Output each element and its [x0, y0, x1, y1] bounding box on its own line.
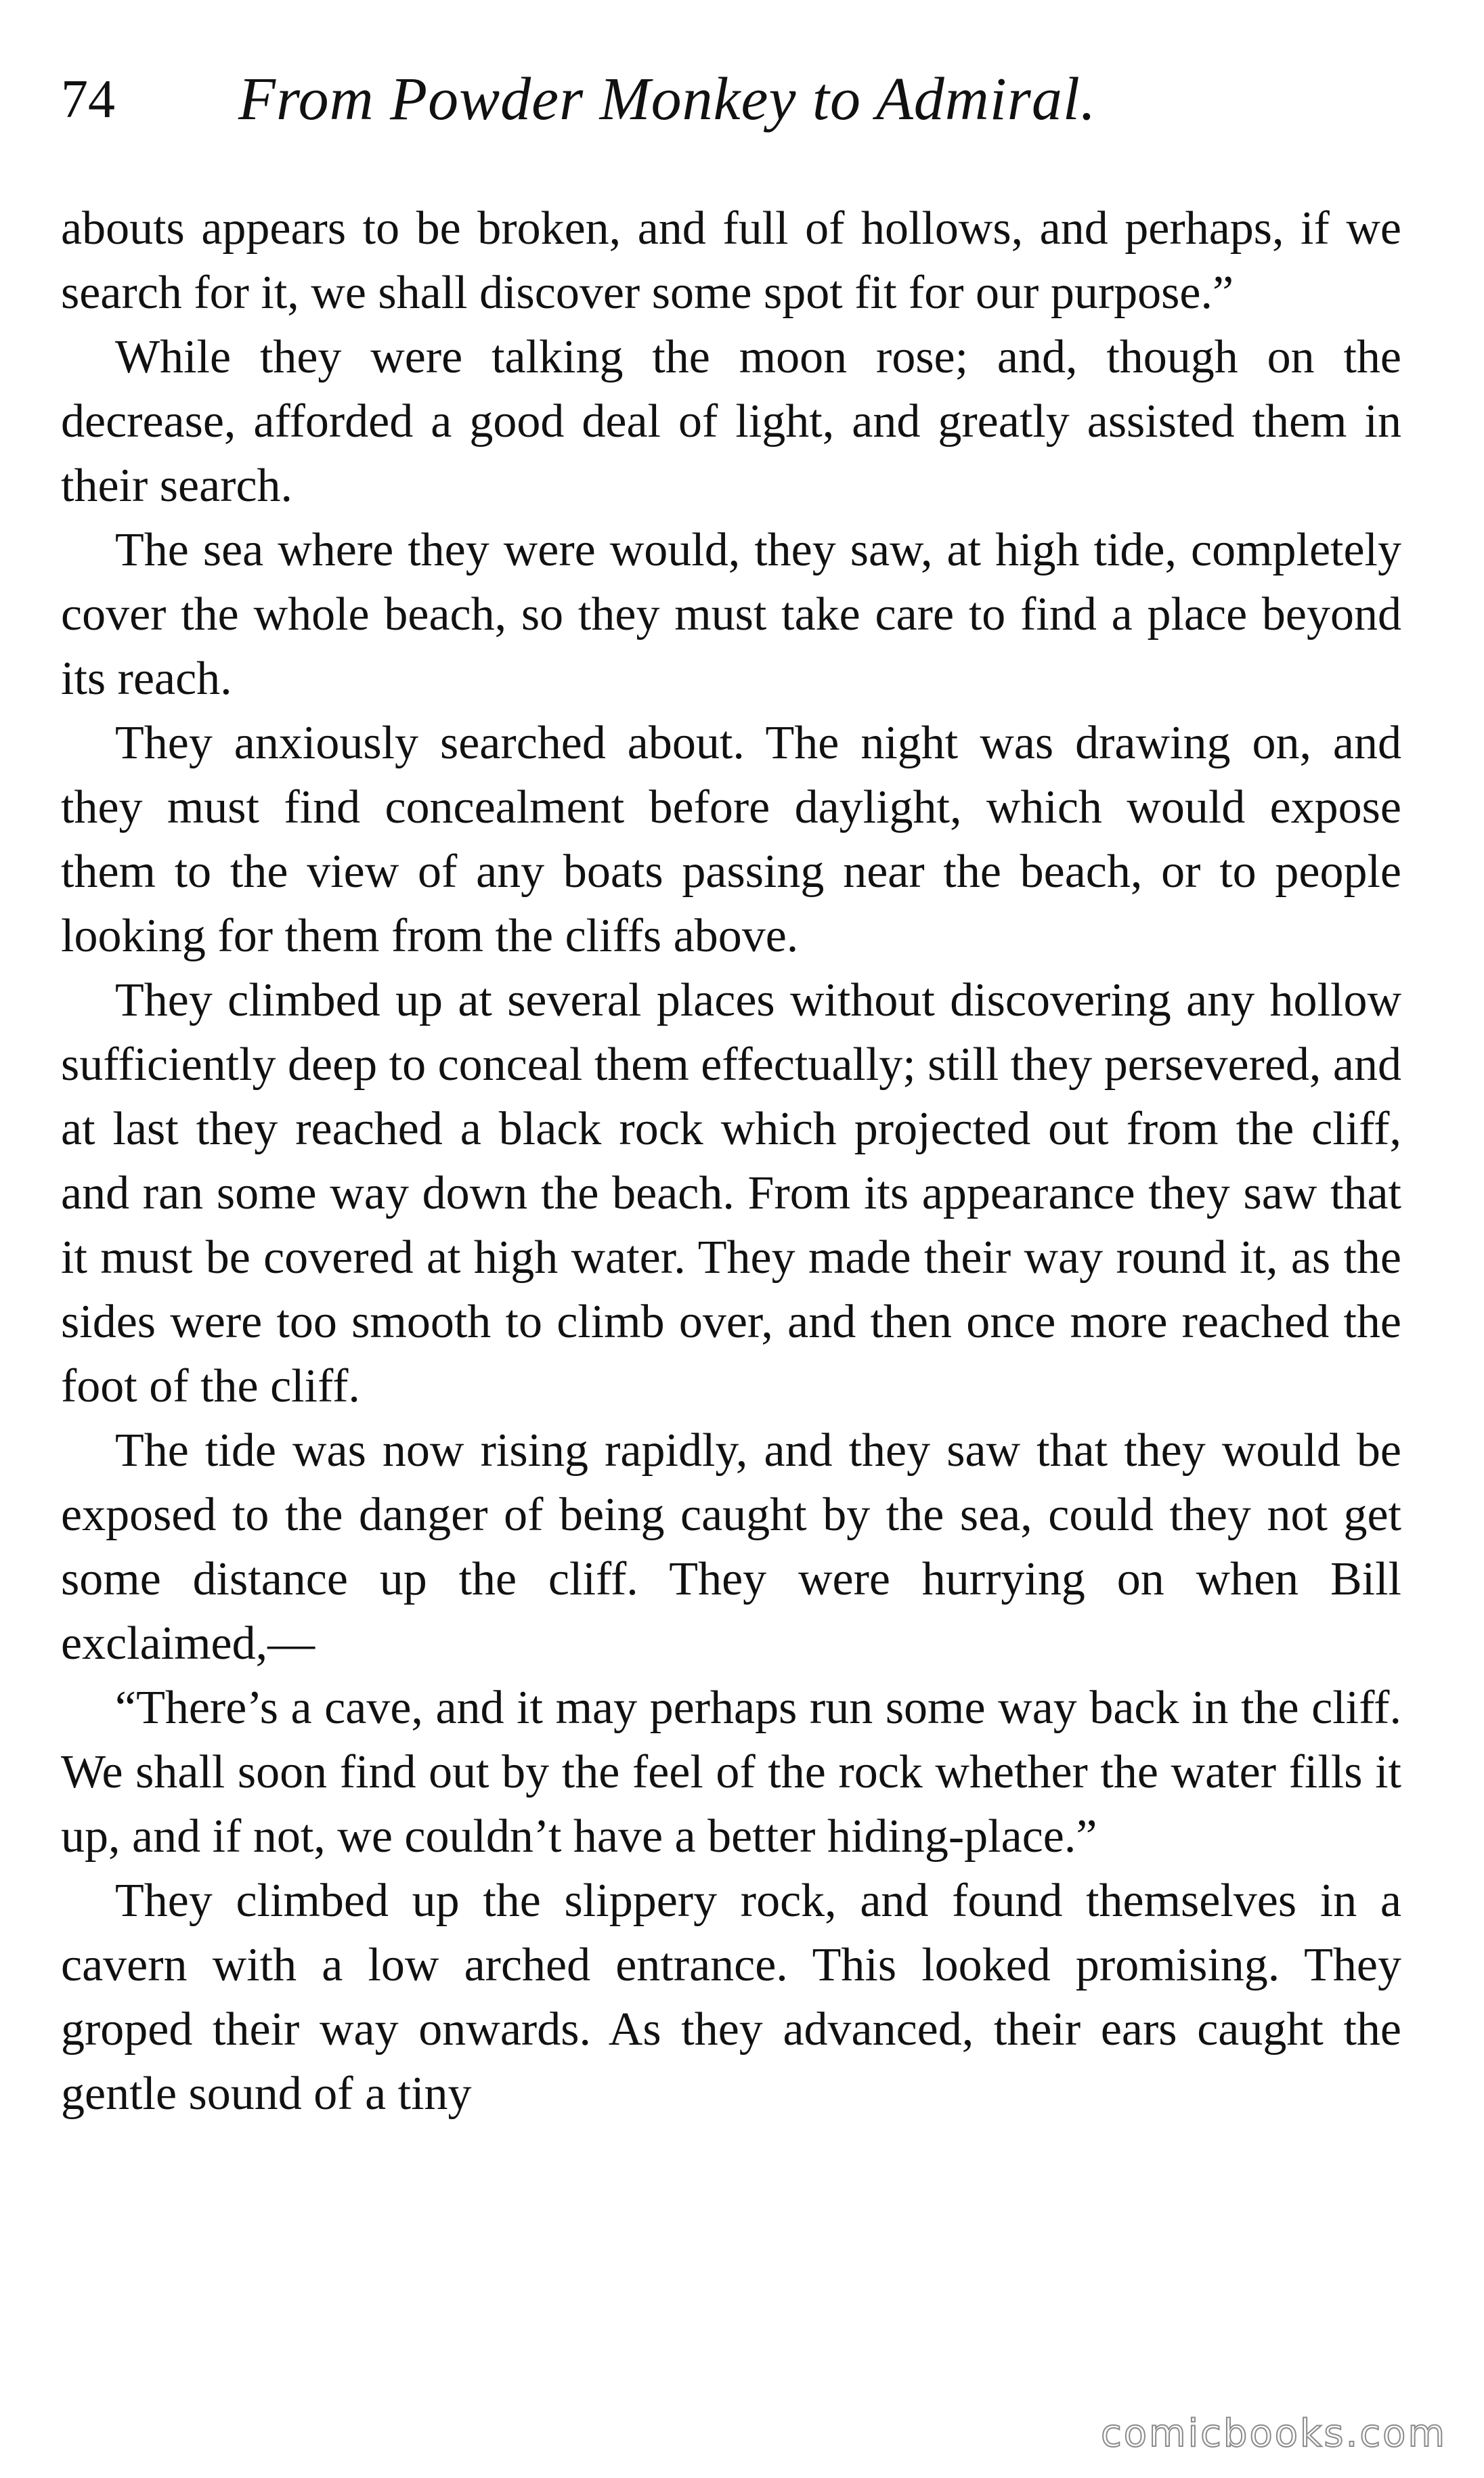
- paragraph: They climbed up the slippery rock, and found themselves in a cavern with a low arched entrance. This looked promising. They groped their way onwards. As they advanced, their ears caught the gentle sound of a tiny: [61, 1875, 1401, 2120]
- watermark-logo: comicbooks.com: [1100, 2412, 1447, 2456]
- paragraph: While they were talking the moon rose; and, though on the decrease, afforded a good deal of light, and greatly assisted them in their search.: [61, 331, 1401, 512]
- paragraph: “There’s a cave, and it may perhaps run some way back in the cliff. We shall soon find out by the feel of the rock whether the water fills it up, and if not, we couldn’t have a better hiding-place.”: [61, 1682, 1401, 1863]
- paragraph: The sea where they were would, they saw, at high tide, completely cover the whole beach, so they must take care to find a place beyond its reach.: [61, 524, 1401, 705]
- body-text: [61, 196, 1401, 2126]
- running-head: [61, 62, 1401, 137]
- paragraph: abouts appears to be broken, and full of hollows, and perhaps, if we search for it, we shall discover some spot fit for our purpose.”: [61, 202, 1401, 319]
- book-title: From Powder Monkey to Admiral.: [238, 66, 1097, 133]
- page-number: 74: [61, 70, 115, 129]
- paragraph: They anxiously searched about. The night was drawing on, and they must find concealment before daylight, which would expose them to the view of any boats passing near the beach, or to people looking for them from the cliffs above.: [61, 717, 1401, 962]
- paragraph: They climbed up at several places without discovering any hollow sufficiently deep to conceal them effectually; still they persevered, and at last they reached a black rock which projected out from the cliff, and ran some way down the beach. From its appearance they saw that it must be covered at high water. They made their way round it, as the sides were too smooth to climb over, and then once more reached the foot of the cliff.: [61, 974, 1401, 1412]
- paragraph: The tide was now rising rapidly, and they saw that they would be exposed to the danger of being caught by the sea, could they not get some distance up the cliff. They were hurrying on when Bill exclaimed,—: [61, 1425, 1401, 1670]
